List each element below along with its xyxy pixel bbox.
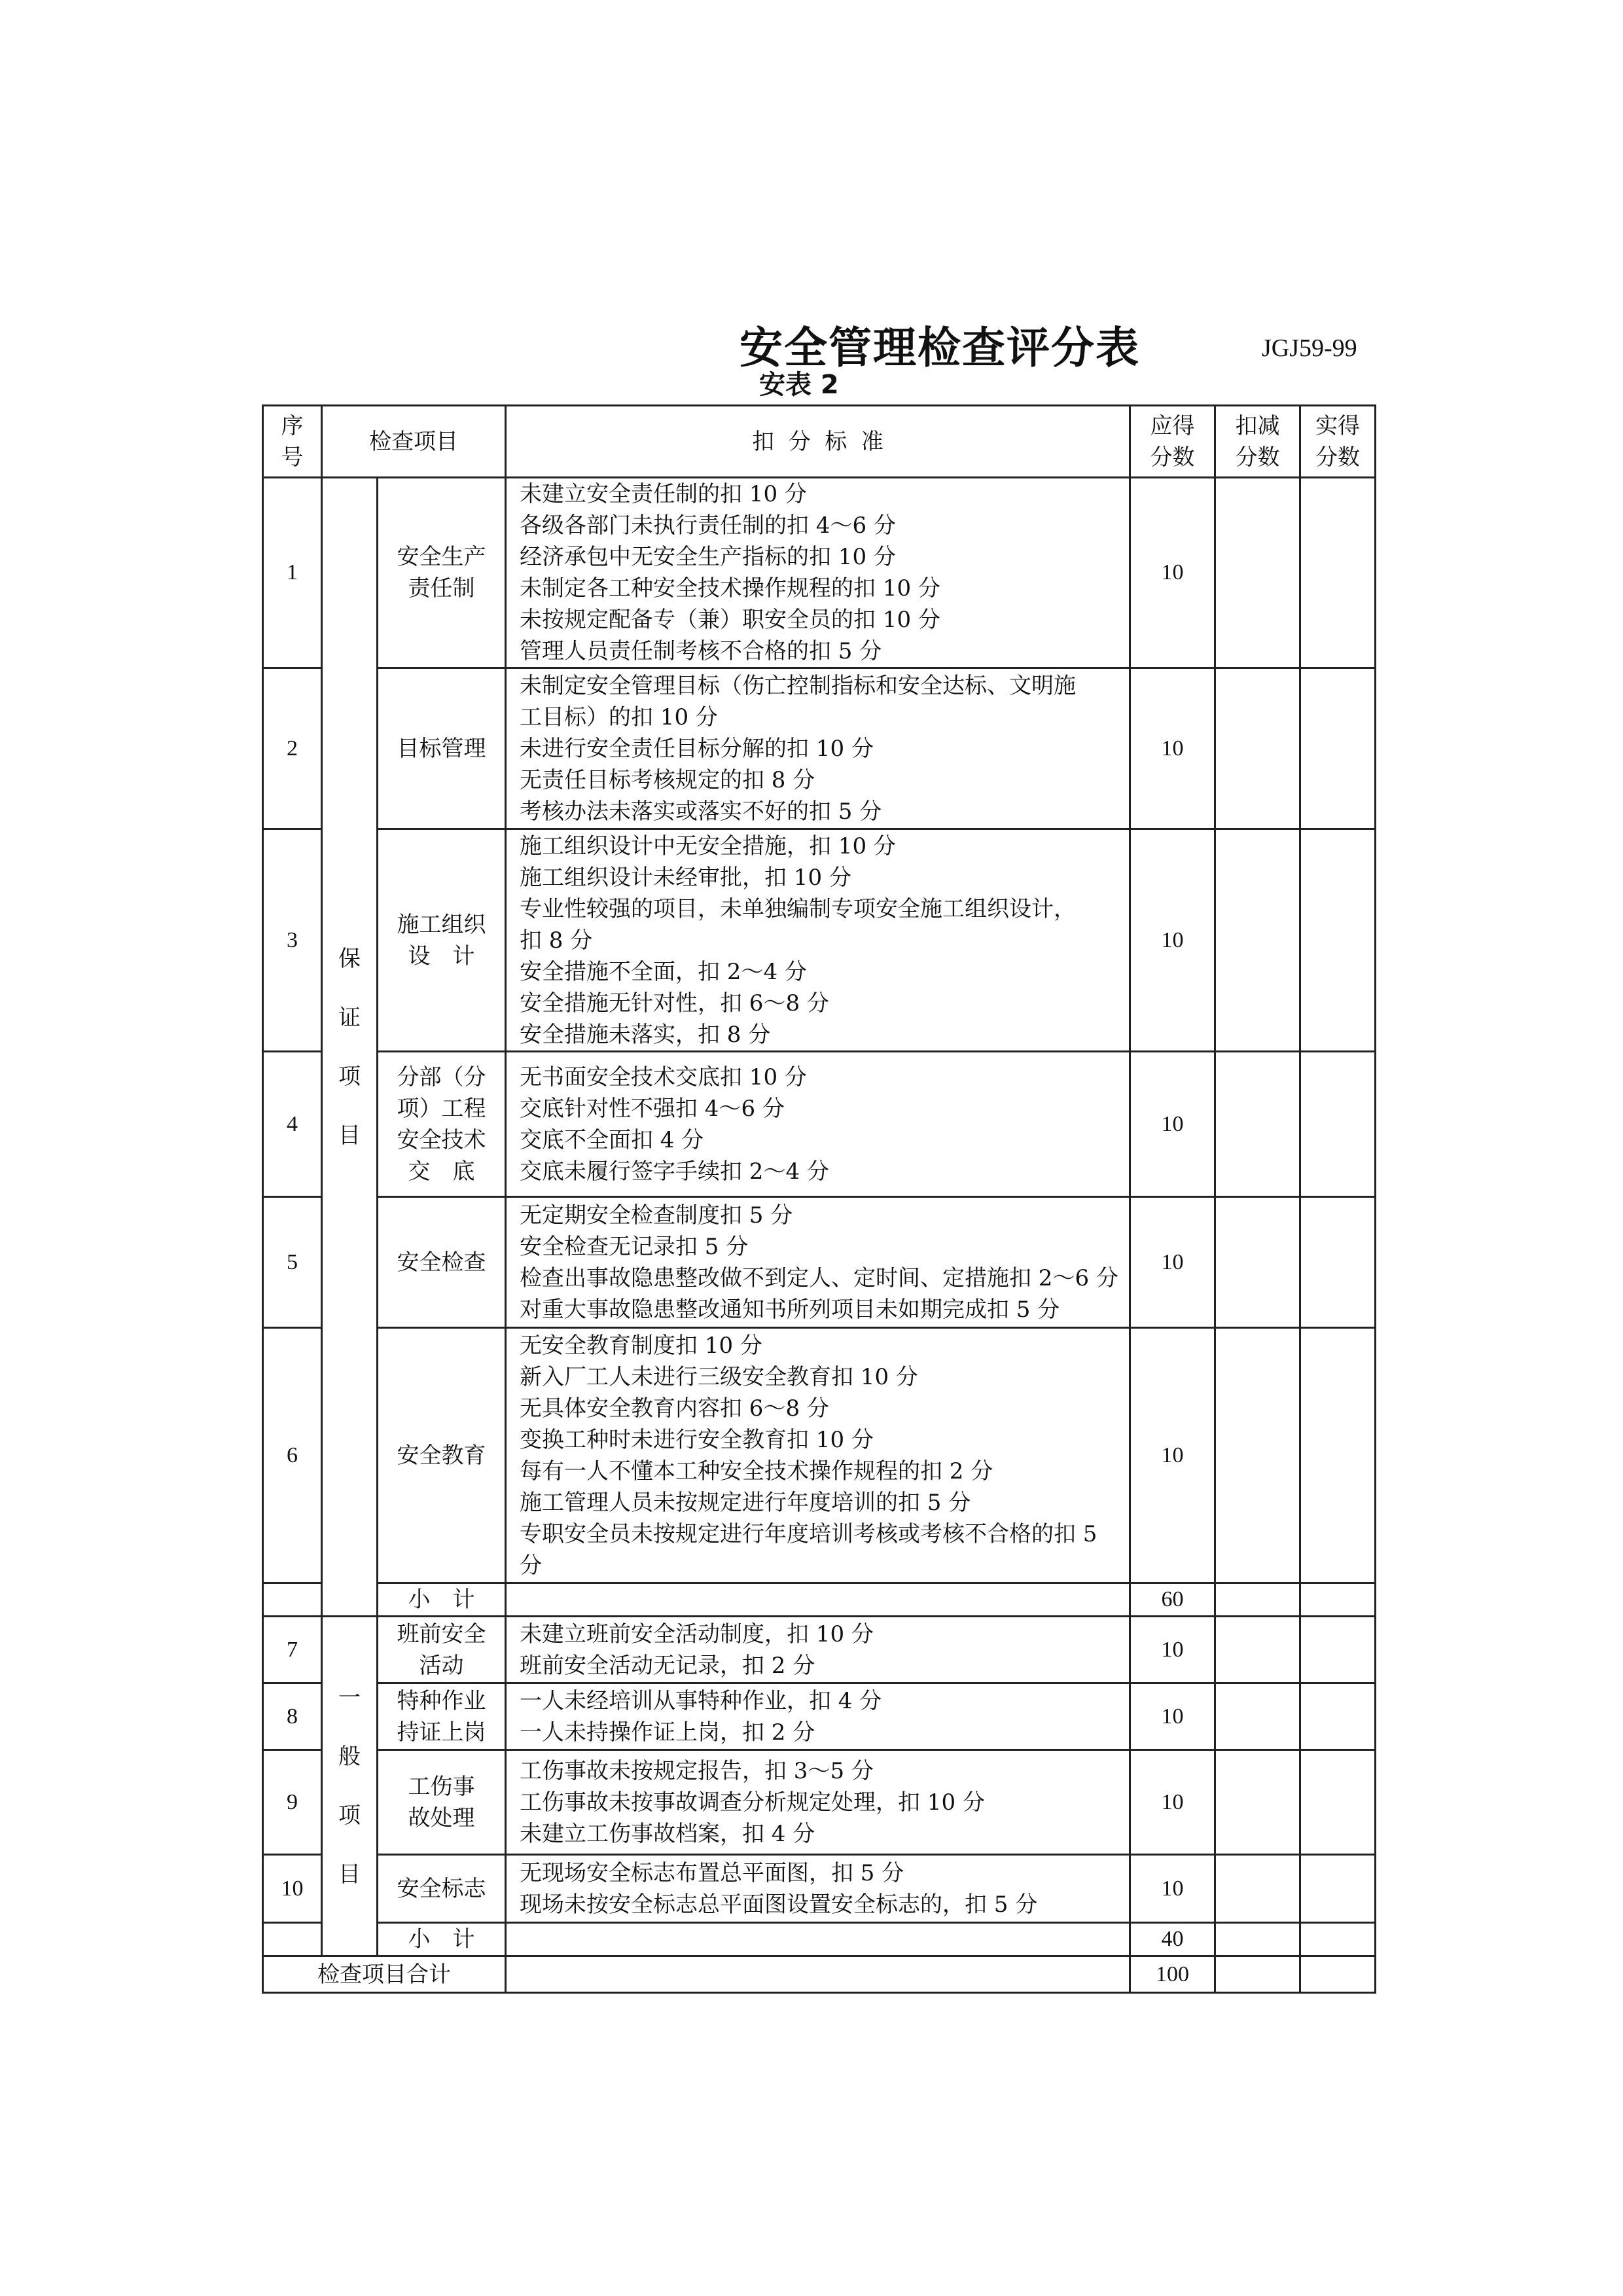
criterion: 无责任目标考核规定的扣 8 分 bbox=[520, 766, 815, 793]
item-name bbox=[378, 829, 506, 1052]
subtotal-score: 40 bbox=[1130, 1923, 1215, 1956]
table-row bbox=[263, 1855, 1376, 1923]
deduct-score bbox=[1215, 478, 1300, 668]
criterion: 考核办法未落实或落实不好的扣 5 分 bbox=[520, 798, 882, 825]
form-number: 安表 2 bbox=[759, 370, 839, 400]
deduct-score bbox=[1215, 1956, 1300, 1993]
should-score: 10 bbox=[1130, 1052, 1215, 1197]
deduct-score bbox=[1215, 1328, 1300, 1583]
total-score: 100 bbox=[1130, 1956, 1215, 1993]
actual-score bbox=[1300, 1617, 1376, 1683]
criteria-cell bbox=[506, 1052, 1130, 1197]
criterion: 一人未经培训从事特种作业，扣 4 分 bbox=[520, 1687, 882, 1714]
item-name-line: 安全技术 bbox=[397, 1126, 486, 1153]
criterion: 各级各部门未执行责任制的扣 4～6 分 bbox=[520, 512, 896, 539]
header-text: 实得 bbox=[1315, 412, 1360, 439]
criteria-cell bbox=[506, 1855, 1130, 1923]
header-actual-score bbox=[1300, 406, 1376, 478]
subtotal-score: 60 bbox=[1130, 1583, 1215, 1617]
criterion: 安全措施未落实，扣 8 分 bbox=[520, 1021, 771, 1048]
actual-score bbox=[1300, 1923, 1376, 1956]
table-row bbox=[263, 829, 1376, 1052]
actual-score bbox=[1300, 478, 1376, 668]
criteria-cell bbox=[506, 1683, 1130, 1750]
should-score: 10 bbox=[1130, 1328, 1215, 1583]
criterion: 检查出事故隐患整改做不到定人、定时间、定措施扣 2～6 分 bbox=[520, 1265, 1118, 1291]
group-char: 一 bbox=[338, 1685, 361, 1711]
header-text: 分数 bbox=[1235, 444, 1280, 471]
criterion: 交底针对性不强扣 4～6 分 bbox=[520, 1095, 785, 1122]
item-name bbox=[378, 1683, 506, 1750]
group-label bbox=[322, 478, 378, 1617]
criterion: 未建立安全责任制的扣 10 分 bbox=[520, 481, 807, 507]
subtotal-label: 小 计 bbox=[378, 1583, 506, 1617]
group-char: 项 bbox=[338, 1063, 361, 1090]
table-row bbox=[263, 1197, 1376, 1328]
criterion: 分 bbox=[520, 1552, 542, 1579]
criterion: 交底不全面扣 4 分 bbox=[520, 1126, 704, 1153]
item-name-line: 责任制 bbox=[408, 575, 475, 601]
table-row bbox=[263, 478, 1376, 668]
item-name bbox=[378, 478, 506, 668]
criterion: 未制定各工种安全技术操作规程的扣 10 分 bbox=[520, 575, 940, 601]
should-score: 10 bbox=[1130, 1683, 1215, 1750]
criterion: 安全检查无记录扣 5 分 bbox=[520, 1233, 749, 1260]
deduct-score bbox=[1215, 1197, 1300, 1328]
actual-score bbox=[1300, 1855, 1376, 1923]
seq-cell: 3 bbox=[263, 829, 322, 1052]
item-name bbox=[378, 1750, 506, 1855]
criterion: 交底未履行签字手续扣 2～4 分 bbox=[520, 1158, 829, 1185]
criteria-cell bbox=[506, 478, 1130, 668]
item-name-line: 安全标志 bbox=[397, 1875, 486, 1902]
criterion: 工目标）的扣 10 分 bbox=[520, 704, 718, 730]
header-seq bbox=[263, 406, 322, 478]
item-name bbox=[378, 668, 506, 829]
seq-cell: 7 bbox=[263, 1617, 322, 1683]
actual-score bbox=[1300, 1583, 1376, 1617]
item-name-line: 目标管理 bbox=[397, 735, 486, 762]
deduct-score bbox=[1215, 1052, 1300, 1197]
criterion: 未按规定配备专（兼）职安全员的扣 10 分 bbox=[520, 607, 940, 633]
should-score: 10 bbox=[1130, 829, 1215, 1052]
item-name-line: 持证上岗 bbox=[397, 1719, 486, 1746]
item-name-line: 故处理 bbox=[408, 1804, 475, 1831]
criterion: 每有一人不懂本工种安全技术操作规程的扣 2 分 bbox=[520, 1458, 993, 1484]
should-score: 10 bbox=[1130, 1617, 1215, 1683]
header-text: 分数 bbox=[1315, 444, 1360, 471]
group-label bbox=[322, 1617, 378, 1956]
should-score: 10 bbox=[1130, 1855, 1215, 1923]
page-title: 安全管理检查评分表 bbox=[740, 322, 1140, 373]
table-row bbox=[263, 1328, 1376, 1583]
item-name-line: 安全教育 bbox=[397, 1442, 486, 1469]
deduct-score bbox=[1215, 1583, 1300, 1617]
table-row bbox=[263, 668, 1376, 829]
item-name bbox=[378, 1197, 506, 1328]
criterion: 无安全教育制度扣 10 分 bbox=[520, 1332, 762, 1359]
criterion: 扣 8 分 bbox=[520, 927, 593, 954]
group-char: 目 bbox=[338, 1861, 361, 1888]
item-name bbox=[378, 1328, 506, 1583]
item-name-line: 施工组织 bbox=[397, 911, 486, 938]
table-row bbox=[263, 406, 1376, 478]
should-score: 10 bbox=[1130, 668, 1215, 829]
criterion: 施工管理人员未按规定进行年度培训的扣 5 分 bbox=[520, 1489, 971, 1516]
deduct-score bbox=[1215, 1855, 1300, 1923]
criterion: 安全措施无针对性，扣 6～8 分 bbox=[520, 990, 829, 1016]
actual-score bbox=[1300, 829, 1376, 1052]
seq-cell: 4 bbox=[263, 1052, 322, 1197]
criteria-cell bbox=[506, 1197, 1130, 1328]
header-text: 分数 bbox=[1150, 444, 1195, 471]
seq-cell: 5 bbox=[263, 1197, 322, 1328]
criterion: 未进行安全责任目标分解的扣 10 分 bbox=[520, 735, 874, 762]
total-label: 检查项目合计 bbox=[263, 1956, 506, 1993]
criterion: 未制定安全管理目标（伤亡控制指标和安全达标、文明施 bbox=[520, 672, 1076, 699]
criterion: 对重大事故隐患整改通知书所列项目未如期完成扣 5 分 bbox=[520, 1296, 1060, 1323]
item-name-line: 班前安全 bbox=[397, 1621, 486, 1647]
criterion: 未建立班前安全活动制度，扣 10 分 bbox=[520, 1621, 874, 1647]
criterion: 工伤事故未按事故调查分析规定处理，扣 10 分 bbox=[520, 1789, 985, 1816]
criterion: 无现场安全标志布置总平面图，扣 5 分 bbox=[520, 1859, 904, 1886]
header-standard: 扣 分 标 准 bbox=[506, 406, 1130, 478]
seq-cell: 2 bbox=[263, 668, 322, 829]
seq-cell: 9 bbox=[263, 1750, 322, 1855]
actual-score bbox=[1300, 1683, 1376, 1750]
item-name-line: 安全生产 bbox=[397, 544, 486, 570]
seq-cell bbox=[263, 1923, 322, 1956]
actual-score bbox=[1300, 1956, 1376, 1993]
should-score: 10 bbox=[1130, 1197, 1215, 1328]
deduct-score bbox=[1215, 829, 1300, 1052]
group-char: 目 bbox=[338, 1122, 361, 1149]
group-char: 保 bbox=[338, 945, 361, 972]
item-name-line: 交 底 bbox=[408, 1158, 475, 1185]
header-should-score bbox=[1130, 406, 1215, 478]
item-name-line: 安全检查 bbox=[397, 1249, 486, 1276]
item-name bbox=[378, 1855, 506, 1923]
subtotal-label: 小 计 bbox=[378, 1923, 506, 1956]
criterion: 一人未持操作证上岗，扣 2 分 bbox=[520, 1719, 815, 1746]
header-deduct-score bbox=[1215, 406, 1300, 478]
actual-score bbox=[1300, 668, 1376, 829]
criterion: 变换工种时未进行安全教育扣 10 分 bbox=[520, 1426, 874, 1453]
criterion: 无定期安全检查制度扣 5 分 bbox=[520, 1202, 793, 1229]
deduct-score bbox=[1215, 1923, 1300, 1956]
criterion: 施工组织设计未经审批，扣 10 分 bbox=[520, 864, 851, 891]
actual-score bbox=[1300, 1750, 1376, 1855]
criterion: 经济承包中无安全生产指标的扣 10 分 bbox=[520, 544, 896, 570]
deduct-score bbox=[1215, 1617, 1300, 1683]
criteria-cell bbox=[506, 1617, 1130, 1683]
actual-score bbox=[1300, 1328, 1376, 1583]
item-name-line: 活动 bbox=[419, 1652, 464, 1679]
seq-cell: 10 bbox=[263, 1855, 322, 1923]
criterion: 施工组织设计中无安全措施，扣 10 分 bbox=[520, 833, 896, 859]
table-row bbox=[263, 1923, 1376, 1956]
table-row bbox=[263, 1956, 1376, 1993]
table-row bbox=[263, 1617, 1376, 1683]
group-char: 项 bbox=[338, 1803, 361, 1829]
header-text: 扣减 bbox=[1235, 412, 1280, 439]
actual-score bbox=[1300, 1052, 1376, 1197]
criterion: 管理人员责任制考核不合格的扣 5 分 bbox=[520, 638, 882, 664]
group-char: 般 bbox=[338, 1744, 361, 1770]
header-text: 序 bbox=[281, 412, 304, 439]
header-text: 应得 bbox=[1150, 412, 1195, 439]
item-name bbox=[378, 1052, 506, 1197]
standard-code: JGJ59-99 bbox=[1262, 334, 1357, 362]
score-table bbox=[262, 404, 1376, 1994]
deduct-score bbox=[1215, 1683, 1300, 1750]
criteria-cell bbox=[506, 1956, 1130, 1993]
deduct-score bbox=[1215, 668, 1300, 829]
seq-cell: 6 bbox=[263, 1328, 322, 1583]
table-row bbox=[263, 1583, 1376, 1617]
actual-score bbox=[1300, 1197, 1376, 1328]
criterion: 专业性较强的项目，未单独编制专项安全施工组织设计， bbox=[520, 895, 1076, 922]
criterion: 无具体安全教育内容扣 6～8 分 bbox=[520, 1395, 829, 1422]
criteria-cell bbox=[506, 1923, 1130, 1956]
header-text: 号 bbox=[281, 444, 304, 471]
criterion: 现场未按安全标志总平面图设置安全标志的，扣 5 分 bbox=[520, 1891, 1038, 1918]
deduct-score bbox=[1215, 1750, 1300, 1855]
criterion: 工伤事故未按规定报告，扣 3～5 分 bbox=[520, 1757, 874, 1784]
seq-cell: 8 bbox=[263, 1683, 322, 1750]
criterion: 班前安全活动无记录，扣 2 分 bbox=[520, 1652, 815, 1679]
criterion: 无书面安全技术交底扣 10 分 bbox=[520, 1064, 807, 1090]
criteria-cell bbox=[506, 668, 1130, 829]
table-row bbox=[263, 1683, 1376, 1750]
item-name bbox=[378, 1617, 506, 1683]
table-row bbox=[263, 1750, 1376, 1855]
criterion: 专职安全员未按规定进行年度培训考核或考核不合格的扣 5 bbox=[520, 1520, 1097, 1547]
criteria-cell bbox=[506, 829, 1130, 1052]
seq-cell bbox=[263, 1583, 322, 1617]
seq-cell: 1 bbox=[263, 478, 322, 668]
item-name-line: 特种作业 bbox=[397, 1687, 486, 1714]
item-name-line: 设 计 bbox=[408, 942, 475, 969]
group-char: 证 bbox=[338, 1004, 361, 1031]
header-item: 检查项目 bbox=[322, 406, 506, 478]
criteria-cell bbox=[506, 1583, 1130, 1617]
should-score: 10 bbox=[1130, 478, 1215, 668]
table-row bbox=[263, 1052, 1376, 1197]
criterion: 安全措施不全面，扣 2～4 分 bbox=[520, 958, 807, 985]
item-name-line: 工伤事 bbox=[408, 1773, 475, 1800]
should-score: 10 bbox=[1130, 1750, 1215, 1855]
criteria-cell bbox=[506, 1328, 1130, 1583]
item-name-line: 项）工程 bbox=[397, 1095, 486, 1122]
criteria-cell bbox=[506, 1750, 1130, 1855]
criterion: 新入厂工人未进行三级安全教育扣 10 分 bbox=[520, 1363, 918, 1390]
item-name-line: 分部（分 bbox=[397, 1064, 486, 1090]
criterion: 未建立工伤事故档案，扣 4 分 bbox=[520, 1820, 815, 1847]
